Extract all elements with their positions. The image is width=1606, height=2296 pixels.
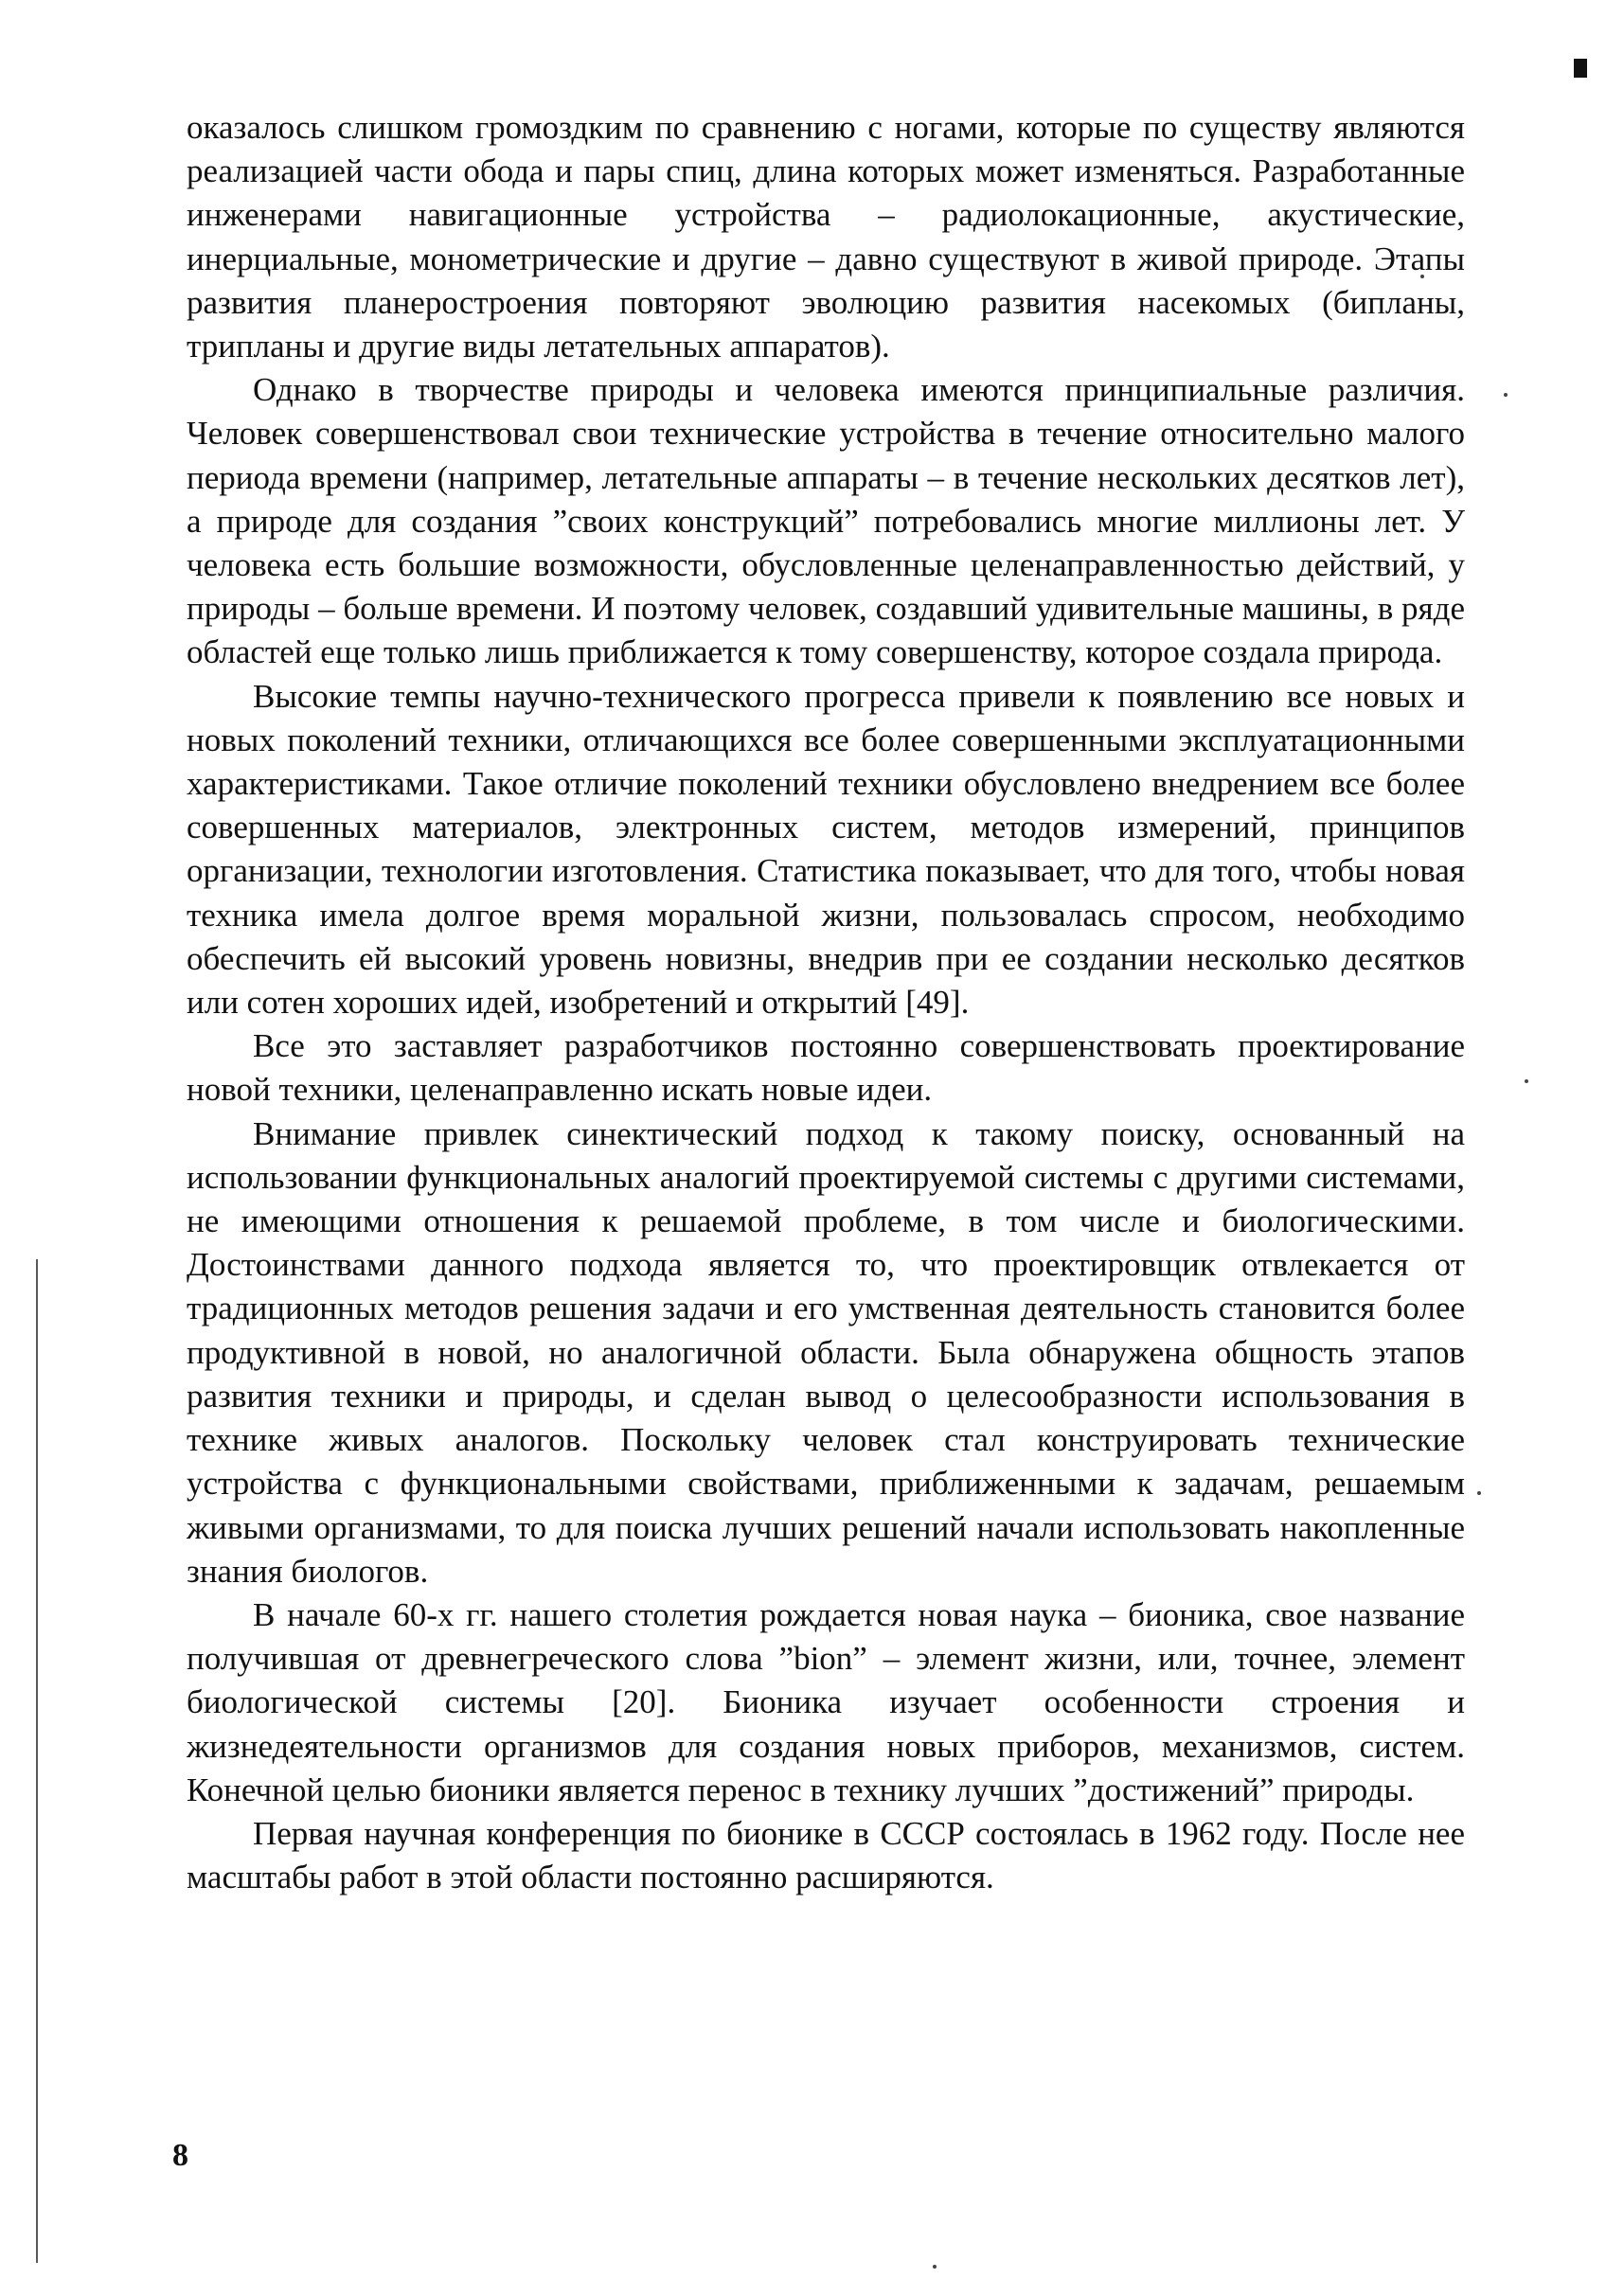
- paragraph: В начале 60-х гг. нашего столетия рождается новая наука – бионика, свое название получившая от древнегреческого слова ”bion” – элемент жизни, или, точнее, элемент биологической системы [20]. Бионика изучает особенности строения и жизнедеятельности организмов для создания новых приборов, механизмов, систем. Конечной целью бионики является перенос в технику лучших ”достижений” природы.: [187, 1595, 1465, 1808]
- page-number: 8: [172, 2138, 188, 2173]
- corner-mark: [1574, 59, 1587, 78]
- paragraph: Все это заставляет разработчиков постоянно совершенствовать проектирование новой техники, целенаправленно искать новые идеи.: [187, 1027, 1465, 1109]
- paragraph: Внимание привлек синектический подход к такому поиску, основанный на использовании функциональных аналогий проектируемой системы с другими системами, не имеющими отношения к решаемой проблеме, в том числе и биологическими. Достоинствами данного подхода является то, что проектировщик отвлекается от традиционных методов решения задачи и его умственная деятельность становится более продуктивной в новой, но аналогичной области. Была обнаружена общность этапов развития техники и природы, и сделан вывод о целесообразности использования в технике живых аналогов. Поскольку человек стал конструировать технические устройства с функциональными свойствами, приближенными к задачам, решаемым живыми организмами, то для поиска лучших решений начали использовать накопленные знания биологов.: [187, 1114, 1465, 1590]
- scan-speck: [933, 2265, 937, 2269]
- paragraph: Однако в творчестве природы и человека имеются принципиальные различия. Человек совершенствовал свои технические устройства в течение относительно малого периода времени (например, летательные аппараты – в течение нескольких десятков лет), а природе для создания ”своих конструкций” потребовались многие миллионы лет. У человека есть большие возможности, обусловленные целенаправленностью действий, у природы – больше времени. И поэтому человек, создавший удивительные машины, в ряде областей еще только лишь приближается к тому совершенству, которое создала природа.: [187, 371, 1465, 671]
- page-body: [187, 106, 1465, 1899]
- scan-speck: [1504, 393, 1508, 397]
- scan-speck: [1525, 1079, 1528, 1083]
- margin-rule: [36, 1259, 38, 2263]
- scan-speck: [1477, 1491, 1481, 1495]
- paragraph-continued: оказалось слишком громоздким по сравнению с ногами, которые по существу являются реализацией части обода и пары спиц, длина которых может изменяться. Разработанные инженерами навигационные устройства – радиолокационные, акустические, инерциальные, монометрические и другие – давно существуют в живой природе. Этапы развития планеростроения повторяют эволюцию развития насекомых (бипланы, трипланы и другие виды летательных аппаратов).: [187, 109, 1465, 365]
- paragraph: Высокие темпы научно-технического прогресса привели к появлению все новых и новых поколений техники, отличающихся все более совершенными эксплуатационными характеристиками. Такое отличие поколений техники обусловлено внедрением все более совершенных материалов, электронных систем, методов измерений, принципов организации, технологии изготовления. Статистика показывает, что для того, чтобы новая техника имела долгое время моральной жизни, пользовалась спросом, необходимо обеспечить ей высокий уровень новизны, внедрив при ее создании несколько десятков или сотен хороших идей, изобретений и открытий [49].: [187, 677, 1465, 1022]
- paragraph: Первая научная конференция по бионике в СССР состоялась в 1962 году. После нее масштабы работ в этой области постоянно расширяются.: [187, 1814, 1465, 1896]
